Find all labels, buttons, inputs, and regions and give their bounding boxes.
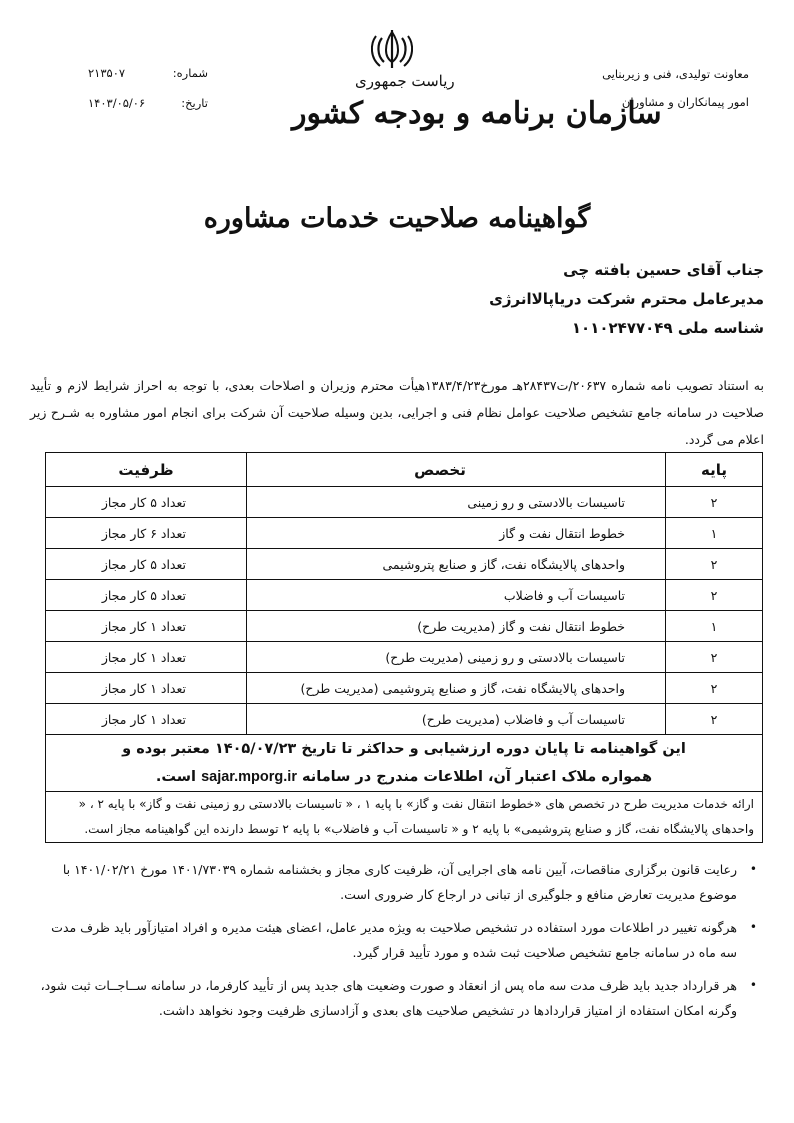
certificate-title: گواهینامه صلاحیت خدمات مشاوره (203, 203, 591, 234)
header-capacity: ظرفیت (46, 453, 247, 487)
table-row (46, 704, 763, 735)
intro-paragraph: به استناد تصویب نامه شماره ۲۰۶۳۷/ت۲۸۴۳۷هـ مورخ۱۳۸۳/۴/۲۳هیأت محترم وزیران و اصلاحات بعدی، با توجه به احراز شرایط لازم و تأیید صلاحیت در سامانه جامع تشخیص صلاحیت عوامل نظام فنی و اجرایی، بدین وسیله صلاحیت آن شرکت برای انجام امور مشاوره به شـرح زیر اعلام می گردد. (30, 378, 764, 447)
table-row (46, 518, 763, 549)
validity-line-2 (54, 763, 754, 791)
table-row (46, 487, 763, 518)
list-item (40, 857, 759, 907)
table-row (46, 580, 763, 611)
bullet-icon: • (749, 862, 757, 876)
cell-base: ۲ (666, 487, 763, 518)
qualification-table (45, 452, 763, 843)
conditions-list (40, 857, 759, 1031)
org-subtitle: ریاست جمهوری (355, 72, 455, 90)
condition-text: هر قرارداد جدید باید ظرف مدت سه ماه پس از انعقاد و صورت وضعیت های جدید پس از تأیید کارفرما، در سامانه ســاجــات ثبت شود، وگرنه امکان استفاده از امتیاز قراردادها در تشخیص صلاحیت های بعدی و آزادسازی ظرفیت وجود نخواهد داشت. (40, 978, 737, 1018)
table-row (46, 673, 763, 704)
note-row (46, 792, 763, 843)
cell-specialty: واحدهای پالایشگاه نفت، گاز و صنایع پتروشیمی (مدیریت طرح) (247, 673, 666, 704)
condition-text: هرگونه تغییر در اطلاعات مورد استفاده در تشخیص صلاحیت به ویژه مدیر عامل، اعضای هیئت مدیره و افراد امتیازآور باید ظرف مدت سه ماه در سامانه جامع تشخیص صلاحیت ثبت شده و مورد تأیید قرار گیرد. (51, 920, 737, 960)
cell-base: ۲ (666, 704, 763, 735)
condition-text: رعایت قانون برگزاری مناقصات، آیین نامه های اجرایی آن، ظرفیت کاری مجاز و بخشنامه شماره ۱۴۰۱/۷۳۰۳۹ مورخ ۱۴۰۱/۰۲/۲۱ با موضوع مدیریت تعارض منافع و جلوگیری از تبانی در ارجاع کار ضروری است. (62, 862, 737, 902)
cell-base: ۱ (666, 611, 763, 642)
cell-capacity: تعداد ۱ کار مجاز (46, 704, 247, 735)
cell-capacity: تعداد ۱ کار مجاز (46, 611, 247, 642)
cell-specialty: تاسیسات بالادستی و رو زمینی (مدیریت طرح) (247, 642, 666, 673)
sajar-site-link[interactable]: sajar.mporg.ir (201, 769, 297, 785)
header-specialty: تخصص (247, 453, 666, 487)
cell-specialty: تاسیسات بالادستی و رو زمینی (247, 487, 666, 518)
validity-suffix: است. (155, 769, 202, 785)
date-label: تاریخ: (181, 96, 208, 110)
cell-capacity: تعداد ۵ کار مجاز (46, 549, 247, 580)
project-management-note: ارائه خدمات مدیریت طرح در تخصص های «خطوط انتقال نفت و گاز» با پایه ۱ ، « تاسیسات بالادستی رو زمینی نفت و گاز» با پایه ۲ ، « واحدهای پالایشگاه نفت، گاز و صنایع پتروشیمی» با پایه ۲ و « تاسیسات آب و فاضلاب» با پایه ۲ توسط دارنده این گواهینامه مجاز است. (46, 792, 763, 843)
cell-specialty: تاسیسات آب و فاضلاب (247, 580, 666, 611)
number-label: شماره: (172, 66, 208, 80)
list-item (40, 973, 759, 1023)
date-value: ۱۴۰۳/۰۵/۰۶ (88, 96, 146, 110)
cell-base: ۲ (666, 580, 763, 611)
cell-capacity: تعداد ۵ کار مجاز (46, 487, 247, 518)
emblem-icon (368, 28, 416, 72)
validity-prefix: همواره ملاک اعتبار آن، اطلاعات مندرج در سامانه (296, 769, 653, 785)
addressee-position: مدیرعامل محترم شرکت دریاپالاانرژی (489, 290, 764, 308)
cell-specialty: خطوط انتقال نفت و گاز (247, 518, 666, 549)
table-header-row (46, 453, 763, 487)
number-value: ۲۱۳۵۰۷ (88, 66, 126, 80)
table-row (46, 642, 763, 673)
cell-base: ۱ (666, 518, 763, 549)
cell-base: ۲ (666, 549, 763, 580)
validity-row (46, 735, 763, 792)
date-row (88, 88, 208, 118)
letter-meta (88, 58, 208, 118)
cell-specialty: تاسیسات آب و فاضلاب (مدیریت طرح) (247, 704, 666, 735)
national-id: شناسه ملی ۱۰۱۰۲۴۷۷۰۴۹ (571, 319, 764, 337)
cell-capacity: تعداد ۶ کار مجاز (46, 518, 247, 549)
department-line-1: معاونت تولیدی، فنی و زیربنایی (602, 67, 749, 81)
bullet-icon: • (749, 920, 757, 934)
header-base: پایه (666, 453, 763, 487)
addressee-name: جناب آقای حسین بافته چی (563, 261, 764, 279)
org-name: سازمان برنامه و بودجه کشور (292, 96, 662, 131)
validity-cell (46, 735, 763, 792)
cell-base: ۲ (666, 673, 763, 704)
validity-line-1: این گواهینامه تا پایان دوره ارزشیابی و حداکثر تا تاریخ ۱۴۰۵/۰۷/۲۳ معتبر بوده و (122, 741, 686, 757)
bullet-icon: • (749, 978, 757, 992)
department-line-2: امور پیمانکاران و مشاوران (621, 95, 749, 109)
cell-capacity: تعداد ۱ کار مجاز (46, 673, 247, 704)
addressee-block (489, 256, 764, 343)
cell-specialty: واحدهای پالایشگاه نفت، گاز و صنایع پتروشیمی (247, 549, 666, 580)
cell-specialty: خطوط انتقال نفت و گاز (مدیریت طرح) (247, 611, 666, 642)
cell-capacity: تعداد ۵ کار مجاز (46, 580, 247, 611)
cell-base: ۲ (666, 642, 763, 673)
list-item (40, 915, 759, 965)
number-row (88, 58, 208, 88)
table-row (46, 611, 763, 642)
table-row (46, 549, 763, 580)
cell-capacity: تعداد ۱ کار مجاز (46, 642, 247, 673)
